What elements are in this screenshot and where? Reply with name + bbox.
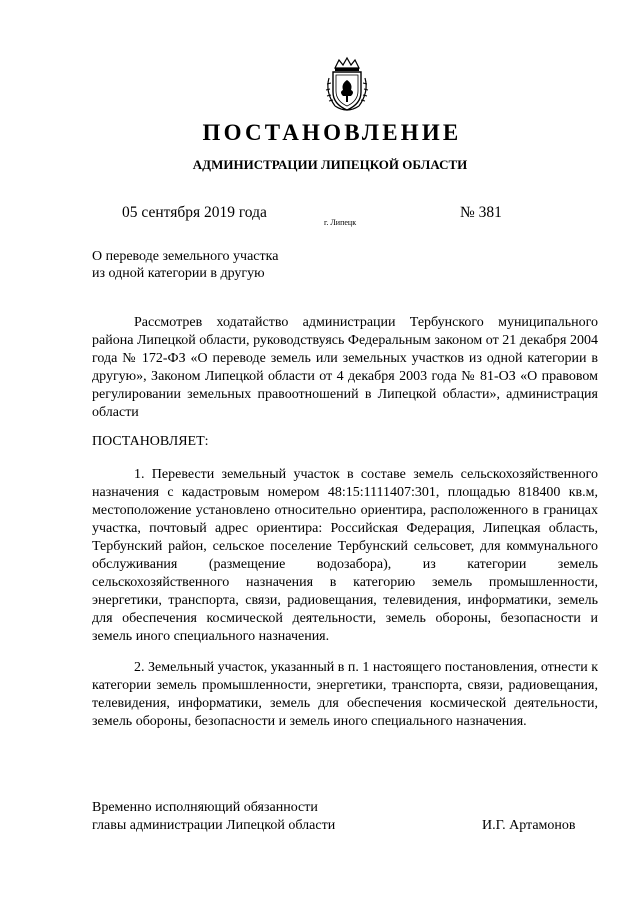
- signatory-position-line-1: Временно исполняющий обязанности: [92, 800, 318, 815]
- preamble-paragraph: Рассмотрев ходатайство администрации Тербунского муниципального района Липецкой области, руководствуясь Федеральным законом от 21 декабря 2004 года № 172-ФЗ «О переводе земель или земельных участков из одной категории в другую», Законом Липецкой области от 4 декабря 2003 года № 81-ОЗ «О правовом регулировании земельных правоотношений в Липецкой области», администрация области: [92, 315, 598, 420]
- issuing-authority: АДМИНИСТРАЦИИ ЛИПЕЦКОЙ ОБЛАСТИ: [192, 157, 468, 172]
- document-subject: [92, 248, 302, 282]
- document-title: ПОСТАНОВЛЕНИЕ: [202, 120, 462, 145]
- coat-of-arms-icon: [321, 56, 373, 114]
- decree-item-1: 1. Перевести земельный участок в составе земель сельскохозяйственного назначения с кадастровым номером 48:15:1111407:301, площадью 818400 кв.м, местоположение установлено относительно ориентира, расположенного в границах участка, почтовый адрес ориентира: Российская Федерация, Липецкая область, Тербунский район, сельское поселение Тербунский сельсовет, для коммунального обслуживания (размещение водозабора), из категории земель сельскохозяйственного назначения в категорию земель промышленности, энергетики, транспорта, связи, радиовещания, телевидения, информатики, земель для обеспечения космической деятельности, земель обороны, безопасности и земель иного специального назначения.: [92, 467, 598, 644]
- subject-line-2: из одной категории в другую: [92, 266, 265, 281]
- decree-item-2: 2. Земельный участок, указанный в п. 1 настоящего постановления, отнести к категории земель промышленности, энергетики, транспорта, связи, радиовещания, телевидения, информатики, земель для обеспечения космической деятельности, земель обороны, безопасности и земель иного специального назначения.: [92, 660, 598, 729]
- document-city: г. Липецк: [324, 218, 357, 227]
- signatory-position: [92, 799, 335, 835]
- document-number: № 381: [460, 204, 502, 221]
- signatory-position-line-2: главы администрации Липецкой области: [92, 818, 336, 833]
- document-date: 05 сентября 2019 года: [122, 204, 267, 221]
- subject-line-1: О переводе земельного участка: [92, 249, 279, 264]
- signatory-name: И.Г. Артамонов: [482, 818, 576, 833]
- decree-heading: ПОСТАНОВЛЯЕТ:: [92, 434, 209, 449]
